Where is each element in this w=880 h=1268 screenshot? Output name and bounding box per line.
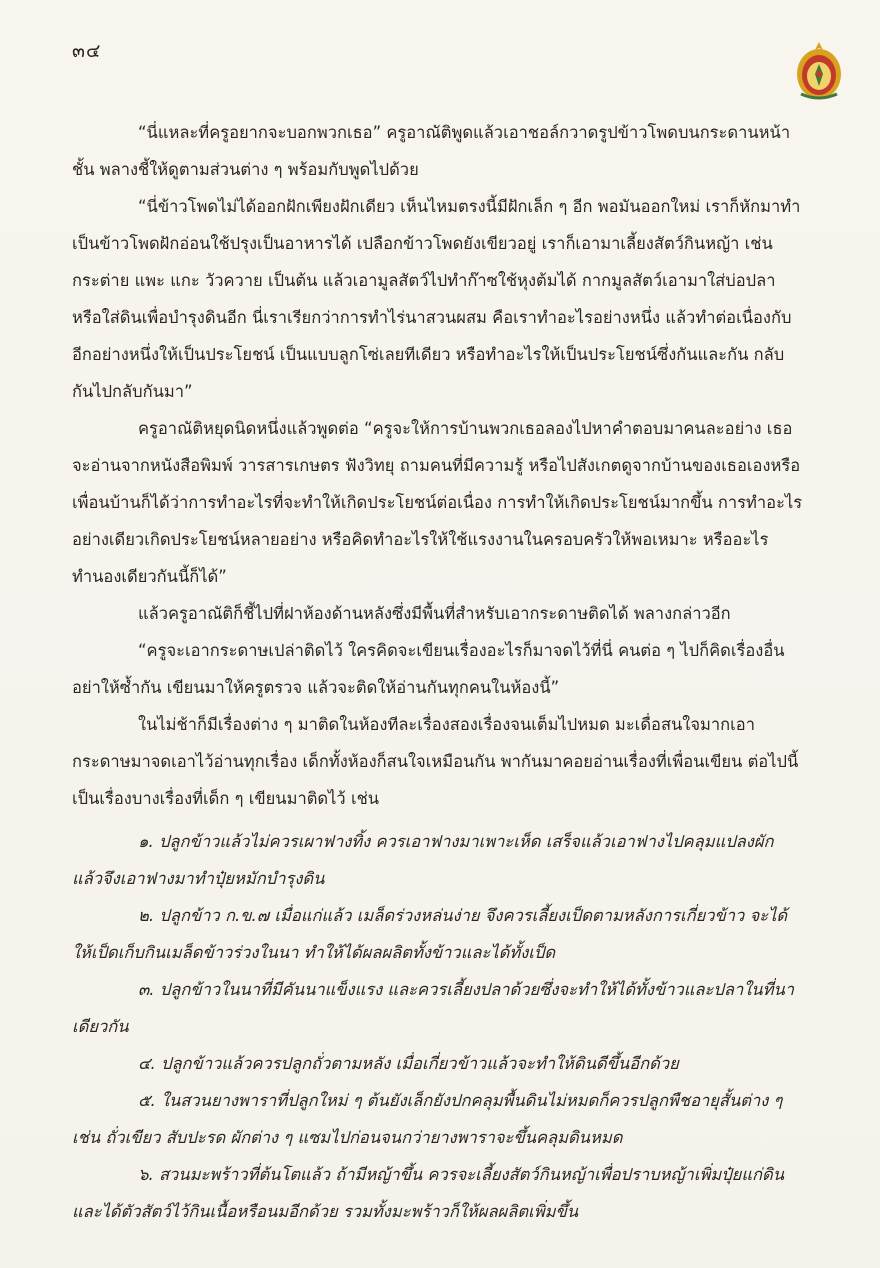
paragraph: “นี่ข้าวโพดไม่ได้ออกฝักเพียงฝักเดียว เห็นไหมตรงนี้มีฝักเล็ก ๆ อีก พอมันออกใหม่ เราก็หักมาทำเป็นข้าวโพดฝักอ่อนใช้ปรุงเป็นอาหารได้ เปลือกข้าวโพดยังเขียวอยู่ เราก็เอามาเลี้ยงสัตว์กินหญ้า เช่น กระต่าย แพะ แกะ วัวควาย เป็นต้น แล้วเอามูลสัตว์ไปทำก๊าซใช้หุงต้มได้ กากมูลสัตว์เอามาใส่บ่อปลาหรือใส่ดินเพื่อบำรุงดินอีก นี่เราเรียกว่าการทำไร่นาสวนผสม คือเราทำอะไรอย่างหนึ่ง แล้วทำต่อเนื่องกับอีกอย่างหนึ่งให้เป็นประโยชน์ เป็นแบบลูกโซ่เลยทีเดียว หรือทำอะไรให้เป็นประโยชน์ซึ่งกันและกัน กลับกันไปกลับกันมา” [72, 197, 801, 401]
royal-emblem-icon [793, 40, 845, 102]
paragraph: แล้วครูอาณัติก็ชี้ไปที่ฝาห้องด้านหลังซึ่งมีพื้นที่สำหรับเอากระดาษติดได้ พลางกล่าวอีก [138, 604, 731, 623]
body-text [72, 114, 804, 1230]
paragraph: ครูอาณัติหยุดนิดหนึ่งแล้วพูดต่อ “ครูจะให้การบ้านพวกเธอลองไปหาคำตอบมาคนละอย่าง เธอจะอ่านจากหนังสือพิมพ์ วารสารเกษตร ฟังวิทยุ ถามคนที่มีความรู้ หรือไปสังเกตดูจากบ้านของเธอเองหรือเพื่อนบ้านก็ได้ว่าการทำอะไรที่จะทำให้เกิดประโยชน์ต่อเนื่อง การทำให้เกิดประโยชน์มากขึ้น การทำอะไรอย่างเดียวเกิดประโยชน์หลายอย่าง หรือคิดทำอะไรให้ใช้แรงงานในครอบครัวให้พอเหมาะ หรืออะไรทำนองเดียวกันนี้ก็ได้” [72, 419, 803, 586]
list-item: ๑. ปลูกข้าวแล้วไม่ควรเผาฟางทิ้ง ควรเอาฟางมาเพาะเห็ด เสร็จแล้วเอาฟางไปคลุมแปลงผัก แล้วจึงเอาฟางมาทำปุ๋ยหมักบำรุงดิน [72, 832, 774, 888]
paragraph: ในไม่ช้าก็มีเรื่องต่าง ๆ มาติดในห้องทีละเรื่องสองเรื่องจนเต็มไปหมด มะเดื่อสนใจมากเอากระดาษมาจดเอาไว้อ่านทุกเรื่อง เด็กทั้งห้องก็สนใจเหมือนกัน พากันมาคอยอ่านเรื่องที่เพื่อนเขียน ต่อไปนี้เป็นเรื่องบางเรื่องที่เด็ก ๆ เขียนมาติดไว้ เช่น [72, 715, 799, 808]
list-item: ๕. ในสวนยางพาราที่ปลูกใหม่ ๆ ต้นยังเล็กยังปกคลุมพื้นดินไม่หมดก็ควรปลูกพืชอายุสั้นต่าง ๆ เช่น ถั่วเขียว สับปะรด ผักต่าง ๆ แซมไปก่อนจนกว่ายางพาราจะขึ้นคลุมดินหมด [72, 1091, 783, 1147]
list-item: ๒. ปลูกข้าว ก.ข.๗ เมื่อแก่แล้ว เมล็ดร่วงหล่นง่าย จึงควรเลี้ยงเป็ดตามหลังการเกี่ยวข้าว จะได้ให้เป็ดเก็บกินเมล็ดข้าวร่วงในนา ทำให้ได้ผลผลิตทั้งข้าวและได้ทั้งเป็ด [72, 906, 788, 962]
paragraph: “นี่แหละที่ครูอยากจะบอกพวกเธอ” ครูอาณัติพูดแล้วเอาชอล์กวาดรูปข้าวโพดบนกระดานหน้าชั้น พลางชี้ให้ดูตามส่วนต่าง ๆ พร้อมกับพูดไปด้วย [72, 123, 791, 179]
paragraph: “ครูจะเอากระดาษเปล่าติดไว้ ใครคิดจะเขียนเรื่องอะไรก็มาจดไว้ที่นี่ คนต่อ ๆ ไปก็คิดเรื่องอื่นอย่าให้ซ้ำกัน เขียนมาให้ครูตรวจ แล้วจะติดให้อ่านกันทุกคนในห้องนี้” [72, 641, 785, 697]
page-number: ๓๔ [72, 40, 102, 62]
list-item: ๖. สวนมะพร้าวที่ต้นโตแล้ว ถ้ามีหญ้าขึ้น ควรจะเลี้ยงสัตว์กินหญ้าเพื่อปราบหญ้าเพิ่มปุ๋ยแก่ดิน และได้ตัวสัตว์ไว้กินเนื้อหรือนมอีกด้วย รวมทั้งมะพร้าวก็ให้ผลผลิตเพิ่มขึ้น [72, 1165, 784, 1221]
list-item: ๔. ปลูกข้าวแล้วควรปลูกถั่วตามหลัง เมื่อเกี่ยวข้าวแล้วจะทำให้ดินดีขึ้นอีกด้วย [138, 1054, 679, 1073]
list-item: ๓. ปลูกข้าวในนาที่มีคันนาแข็งแรง และควรเลี้ยงปลาด้วยซึ่งจะทำให้ได้ทั้งข้าวและปลาในที่นาเดียวกัน [72, 980, 794, 1036]
